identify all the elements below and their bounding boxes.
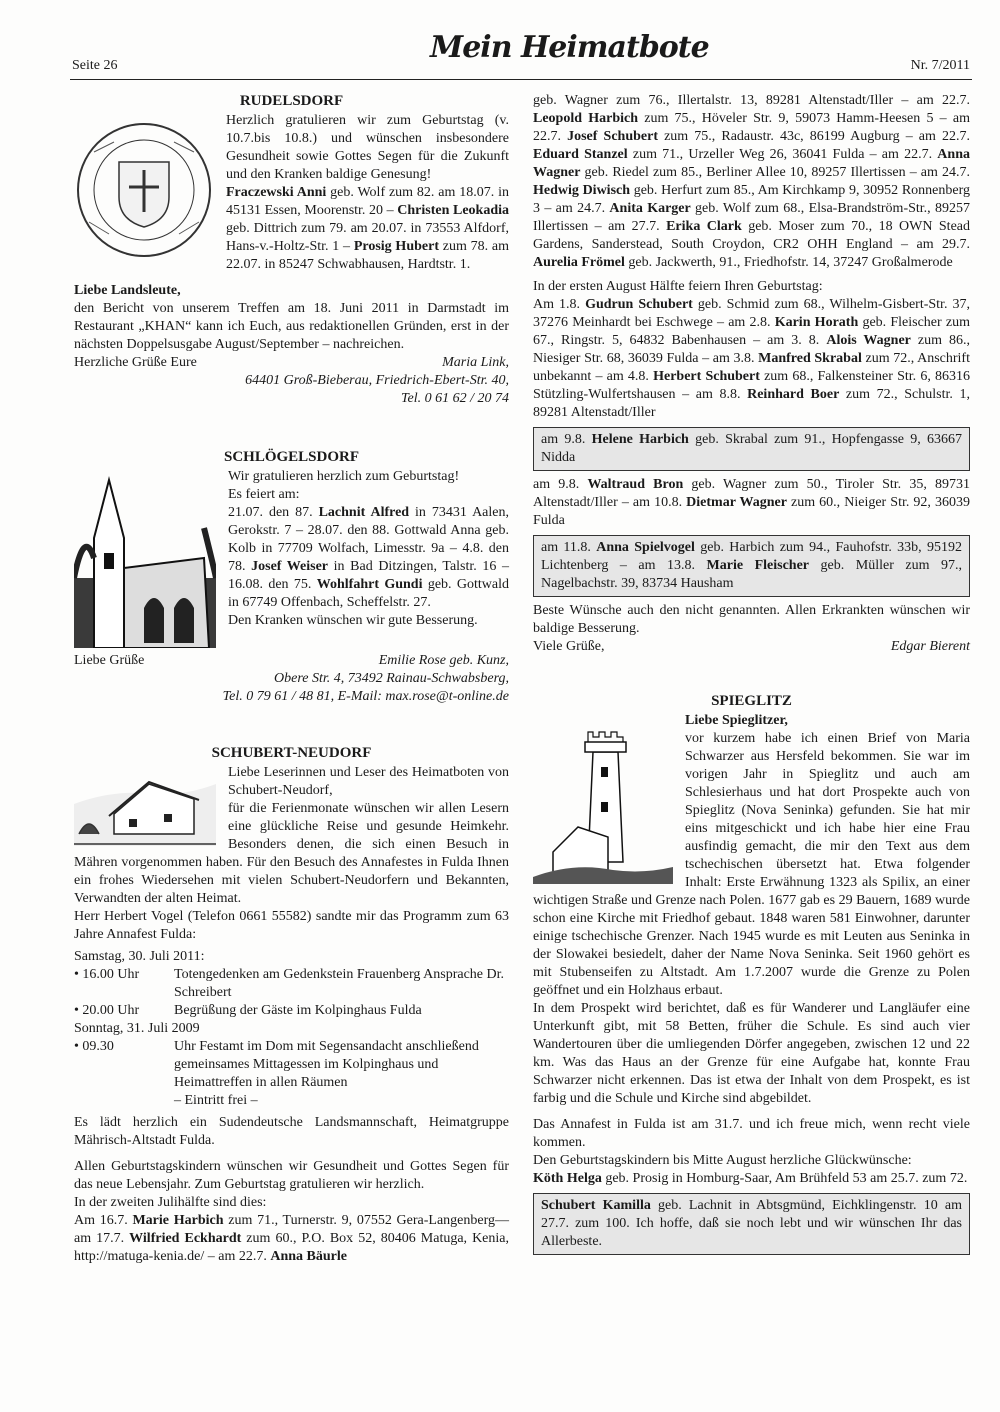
church-icon [74, 468, 216, 648]
section-schloegelsdorf [74, 448, 509, 706]
greeting-heading: Liebe Landsleute, [74, 283, 181, 298]
right-column [533, 92, 970, 1260]
program-day: Samstag, 30. Juli 2011: [74, 949, 205, 964]
header-rule [70, 79, 972, 80]
person-name: Christen Leokadia [397, 203, 509, 218]
highlight-box: am 9.8. Helene Harbich geb. Skrabal zum 91., Hopfengasse 9, 63667 Nidda [533, 427, 970, 471]
spieglitz-body-2: In dem Prospekt wird berichtet, daß es für Wanderer und Langläufer eine Unterkunft gibt, mit 58 Betten, früher die Schule. Es sind auch vier Wandertouren über die umliegenden Dörfer angegeben, zwischen 12 und 22 km. Was das Haus an der Grenze für eine Aufgabe hat, konnte Frau Schwarzer nicht erkennen. Das ist etwa der Inhalt von dem Prospekt, es ist farbig und die Schule und Kirche sind abgebildet. [533, 1001, 970, 1106]
closing-wish: Beste Wünsche auch den nicht genannten. Allen Erkrankten wünschen wir baldige Besserung. [533, 603, 970, 636]
highlight-box: am 11.8. Anna Spielvogel geb. Harbich zum 94., Fauhofstr. 33b, 95192 Lichtenberg – am 13.8. Marie Fleischer geb. Müller zum 97., Nagelbachstr. 39, 83734 Hausham [533, 535, 970, 597]
schubert-body: für die Ferienmonate wünschen wir allen Lesern eine glückliche Reise und gesunde Heimkehr. Besonders denen, die sich einen Besuch in Mähren vorgenommen haben. Für den Besuch des Annafestes in Fulda Ihnen ein frohes Wiedersehen mit vielen Schubert-Neudorfern und Bekannten, Verwandten der alten Heimat. [74, 801, 509, 906]
spieglitz-annafest: Das Annafest in Fulda ist am 31.7. und ich freue mich, wenn recht viele kommen. [533, 1117, 970, 1150]
section-title: RUDELSDORF [239, 93, 344, 109]
program-intro: Herr Herbert Vogel (Telefon 0661 55582) sandte mir das Programm zum 63 Jahre Annafest Fulda: [74, 909, 509, 942]
page-number: Seite 26 [72, 58, 118, 73]
schloegelsdorf-list: 21.07. den 87. Lachnit Alfred in 73431 Aalen, Gerokstr. 7 – 28.07. den 88. Gottwald Anna geb. Kolb in 77709 Wolfach, Limesstr. 9a – 4.8. den 78. Josef Weiser in Bad Ditzingen, Talstr. 16 – 16.08. den 75. Wohlfahrt Gundi geb. Gottwald in 67749 Offenbach, Scheffelstr. 27. [228, 505, 510, 610]
farmhouse-icon [74, 764, 216, 846]
issue-number: Nr. 7/2011 [910, 58, 970, 73]
spieglitz-greeting: Liebe Spieglitzer, [685, 713, 788, 728]
get-well-line: Den Kranken wünschen wir gute Besserung. [228, 613, 478, 628]
section-rudelsdorf [74, 92, 509, 408]
signature-phone: Tel. 0 61 62 / 20 74 [401, 391, 509, 406]
birthday-list-continued: geb. Wagner zum 76., Illertalstr. 13, 89281 Altenstadt/Iller – am 22.7. Leopold Harbich zum 75., Höveler Str. 9, 59073 Hamm-Heesen 5 – am 22.7. Josef Schubert zum 75., Radaustr. 43c, 86199 Augburg – am 22.7. Eduard Stanzel zum 71., Urzeller Weg 26, 36041 Fulda – am 22.7. Anna Wagner geb. Riedel zum 85., Berliner Allee 10, 89257 Illertissen – am 24.7. Hedwig Diwisch geb. Herfurt zum 85., Am Kirchkamp 9, 30952 Ronnenberg 3 – am 24.7. Anita Karger geb. Wolf zum 68., Elsa-Brandström-Str., 89257 Illertissen – am 27.7. Erika Clark geb. Moser zum 70., 18 OWN Stead Gardens, Sanderstead, South Croydon, CR2 OHH England – am 29.7. Aurelia Frömel geb. Jackwerth, 91., Friedhofstr. 14, 37247 Großalmerode [533, 93, 971, 270]
masthead-logo: Mein Heimatbote [430, 30, 709, 65]
rudelsdorf-intro: Herzlich gratulieren wir zum Geburtstag (v. 10.7.bis 10.8.) und wünschen insbesondere Gesundheit sowie Gottes Segen für die Zukunft und den Kranken baldige Genesung! [226, 113, 509, 182]
signature-line: Viele Grüße, Edgar Bierent [533, 639, 970, 654]
section-title: SCHUBERT-NEUDORF [211, 745, 372, 761]
signature-address: Obere Str. 4, 73492 Rainau-Schwabsberg, [274, 671, 509, 686]
spieglitz-list: Köth Helga geb. Prosig in Homburg-Saar, Am Brühfeld 53 am 25.7. zum 72. [533, 1171, 968, 1186]
program-list: • 16.00 Uhr Totengedenken am Gedenkstein Frauenberg Ansprache Dr. Schreibert • 20.00 Uhr Begrüßung der Gäste im Kolpinghaus Fulda [74, 967, 504, 1018]
greeting-text: den Bericht von unserem Treffen am 18. Juni 2011 in Darmstadt im Restaurant „KHAN“ kann ich Euch, aus redaktionellen Gründen, erst in der nächsten Doppelsusgabe August/September – nachreichen. [74, 301, 509, 352]
schubert-intro: Liebe Leserinnen und Leser des Heimatboten von Schubert-Neudorf, [228, 765, 509, 798]
celebrate-line: Es feiert am: [228, 487, 300, 502]
program-day: Sonntag, 31. Juli 2009 [74, 1021, 200, 1036]
schubert-list: Am 16.7. Marie Harbich zum 71., Turnerstr. 9, 07552 Gera-Langenberg— am 17.7. Wilfried Eckhardt zum 60., P.O. Box 52, 80406 Matuga, Kenia, http://matuga-kenia.de/ – am 22.7. Anna Bäurle [74, 1213, 510, 1264]
spieglitz-congrats: Den Geburtstagskindern bis Mitte August herzliche Glückwünsche: [533, 1153, 912, 1168]
section-spieglitz [533, 692, 970, 1255]
signature-line: Liebe Grüße Emilie Rose geb. Kunz, [74, 653, 509, 668]
section-title: SCHLÖGELSDORF [223, 449, 360, 465]
august-list-2: am 9.8. Waltraud Bron geb. Wagner zum 50., Tiroler Str. 35, 89731 Altenstadt/Iller – am 10.8. Dietmar Wagner zum 60., Nieiger Str. 92, 36039 Fulda [533, 477, 971, 528]
program-list: • 09.30 Uhr Festamt im Dom mit Segensandacht anschließend gemeinsames Mittagessen im Kolpinghaus und Heimattreffen in allen Räumen – Eintritt frei – [74, 1039, 479, 1108]
signature-address: 64401 Groß-Bieberau, Friedrich-Ebert-Str. 40, [245, 373, 509, 388]
section-title: SPIEGLITZ [711, 693, 792, 709]
highlight-box: Schubert Kamilla geb. Lachnit in Abtsgmünd, Eichklingenstr. 10 am 27.7. zum 100. Ich hoffe, daß sie noch lebt und wir wünschen Ihr das Allerbeste. [533, 1193, 970, 1255]
tower-icon [533, 712, 673, 884]
rudelsdorf-list: Fraczewski Anni geb. Wolf zum 82. am 18.07. in 45131 Essen, Moorenstr. 20 – Christen Leokadia geb. Dittrich zum 79. am 20.07. in 73553 Alfdorf, Hans-v.-Holtz-Str. 1 – Prosig Hubert zum 78. am 22.07. in 85247 Schwabhausen, Hardtstr. 1. [226, 185, 509, 272]
congrats-line: Wir gratulieren herzlich zum Geburtstag! [228, 469, 460, 484]
person-name: Fraczewski Anni [226, 185, 327, 200]
person-name: Prosig Hubert [353, 239, 439, 254]
section-schubert-neudorf [74, 744, 509, 1266]
spieglitz-body: vor kurzem habe ich einen Brief von Maria Schwarzer aus Hersfeld bekommen. Sie war im vorigen Jahr in Spieglitz und auch am Schlesierhaus und hat dort Prospekte auch von Spieglitz (Nova Seninka) gefunden. Sie hat mir eins mitgeschickt und ich habe hier eine Frau ausfindig gemacht, die mir den Text aus dem tschechischen übersetzt hat. Etwa folgender Inhalt: Erste Erwähnung 1323 als Spilix, an einer wichtigen Straße und Grenze nach Polen. 1677 gab es 29 Bauern, 1689 wurde schon eine Kirche mit Friedhof gebaut. 1848 waren 581 Einwohner, darunter einige tschechische Grenzer. Nach 1945 wurde es mit Leuten aus Seninka in der Slowakei besiedelt, daher der Name Nova Seninka. Seit 1960 gehört es mit Stubenseifen zu Altstadt. Am 1.7.2007 wurde die Grenze zu Polen geöffnet und ein Holzhaus erbaut. [533, 731, 970, 998]
signature-line: Herzliche Grüße Eure Maria Link, [74, 355, 509, 370]
august-list: Am 1.8. Gudrun Schubert geb. Schmid zum 68., Wilhelm-Gisbert-Str. 37, 37276 Meinhardt bei Eschwege – am 2.8. Karin Horath geb. Fleischer zum 67., Ringstr. 5, 64832 Babenhausen – am 3. 8. Alois Wagner zum 86., Niesiger Str. 68, 36039 Fulda – am 3.8. Manfred Skrabal zum 72., Anschrift unbekannt – am 4.8. Herbert Schubert zum 68., Falkensteiner Str. 6, 86316 Stützling-Wulfertshausen – am 8.8. Reinhard Boer zum 72., Schulstr. 1, 89281 Altenstadt/Iller [533, 297, 971, 420]
august-heading: In der ersten August Hälfte feiern Ihren Geburtstag: [533, 279, 823, 294]
left-column [74, 92, 509, 1266]
signature-contact: Tel. 0 79 61 / 48 81, E-Mail: max.rose@t-online.de [222, 689, 509, 704]
birthday-wish: Allen Geburtstagskindern wünschen wir Gesundheit und Gottes Segen für das neue Lebensjahr. Zum Geburtstag gratulieren wir herzlich. [74, 1159, 509, 1192]
invitation-text: Es lädt herzlich ein Sudendeutsche Landsmannschaft, Heimatgruppe Mährisch-Altstadt Fulda. [74, 1115, 509, 1148]
second-half-line: In der zweiten Julihälfte sind dies: [74, 1195, 267, 1210]
seal-icon [74, 112, 214, 267]
